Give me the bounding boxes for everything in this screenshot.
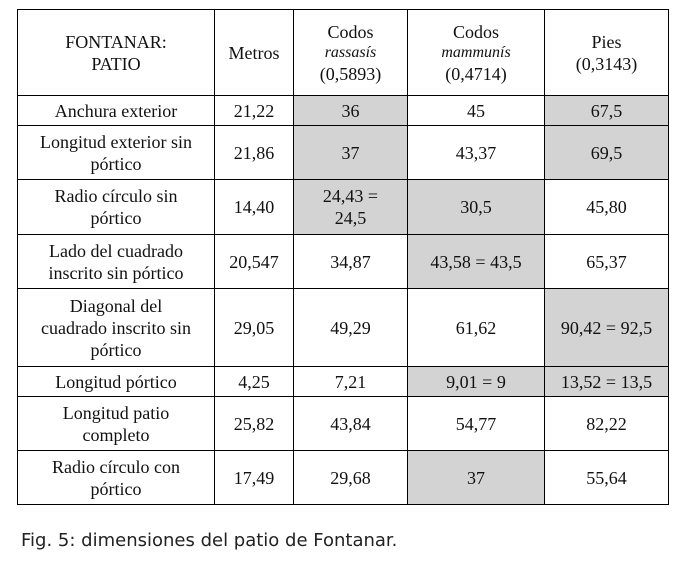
row-label: Longitud exterior sin pórtico [18,126,215,180]
cell-codos-mammunis: 30,5 [408,180,545,235]
cell-pies: 65,37 [545,235,669,289]
table-row [18,180,669,235]
row-label: Lado del cuadrado inscrito sin pórtico [18,235,215,289]
row-label: Longitud patio completo [18,397,215,451]
cell-metros: 21,22 [215,96,294,126]
cell-pies: 13,52 = 13,5 [545,367,669,397]
dimensions-table [17,9,669,505]
row-label: Diagonal del cuadrado inscrito sin pórtico [18,289,215,367]
cell-codos-rassasis: 43,84 [294,397,408,451]
cell-pies: 90,42 = 92,5 [545,289,669,367]
cell-metros: 20,547 [215,235,294,289]
cell-pies: 55,64 [545,451,669,505]
row-label: Radio círculo sin pórtico [18,180,215,235]
cell-codos-mammunis: 9,01 = 9 [408,367,545,397]
cell-pies: 67,5 [545,96,669,126]
figure [17,9,669,505]
cell-metros: 29,05 [215,289,294,367]
cell-metros: 21,86 [215,126,294,180]
row-label: Radio círculo con pórtico [18,451,215,505]
header-metros: Metros [215,10,294,96]
cell-codos-mammunis: 45 [408,96,545,126]
cell-metros: 4,25 [215,367,294,397]
cell-pies: 82,22 [545,397,669,451]
table-row [18,235,669,289]
cell-codos-mammunis: 43,37 [408,126,545,180]
table-row [18,126,669,180]
cell-codos-rassasis: 37 [294,126,408,180]
header-row [18,10,669,96]
cell-codos-mammunis: 37 [408,451,545,505]
cell-codos-rassasis: 34,87 [294,235,408,289]
cell-codos-mammunis: 61,62 [408,289,545,367]
cell-codos-rassasis: 7,21 [294,367,408,397]
cell-metros: 25,82 [215,397,294,451]
row-label: Anchura exterior [18,96,215,126]
cell-pies: 45,80 [545,180,669,235]
table-row [18,96,669,126]
header-codos-mammunis: Codos mammunís (0,4714) [408,10,545,96]
cell-codos-mammunis: 43,58 = 43,5 [408,235,545,289]
row-label: Longitud pórtico [18,367,215,397]
cell-metros: 17,49 [215,451,294,505]
cell-metros: 14,40 [215,180,294,235]
cell-codos-rassasis: 24,43 = 24,5 [294,180,408,235]
table-row [18,289,669,367]
cell-codos-rassasis: 29,68 [294,451,408,505]
header-pies: Pies (0,3143) [545,10,669,96]
cell-pies: 69,5 [545,126,669,180]
table-row [18,367,669,397]
cell-codos-rassasis: 36 [294,96,408,126]
header-codos-rassasis: Codos rassasís (0,5893) [294,10,408,96]
table-row [18,451,669,505]
cell-codos-mammunis: 54,77 [408,397,545,451]
header-corner: FONTANAR: PATIO [18,10,215,96]
figure-caption: Fig. 5: dimensiones del patio de Fontanar. [21,530,398,551]
table-row [18,397,669,451]
cell-codos-rassasis: 49,29 [294,289,408,367]
